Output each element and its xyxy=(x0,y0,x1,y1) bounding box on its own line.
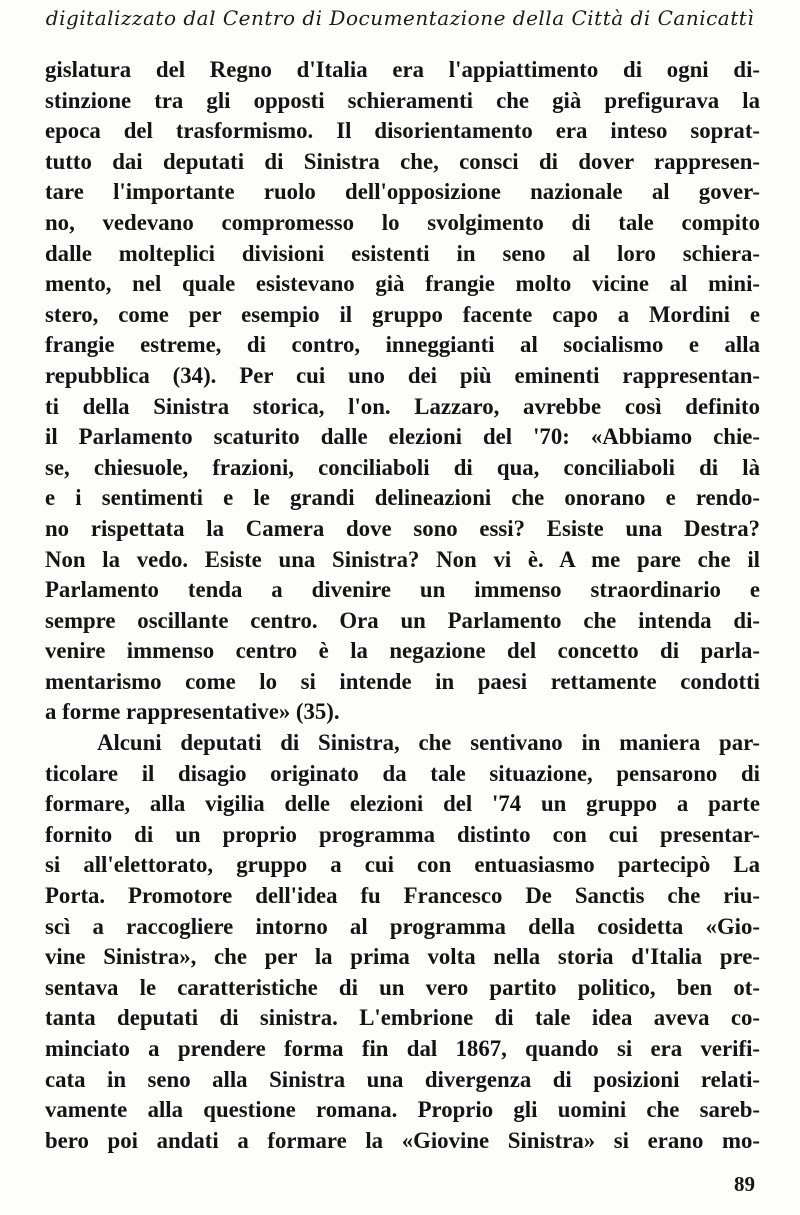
text-line: bero poi andati a formare la «Giovine Sinistra» si erano mo- xyxy=(45,1127,760,1153)
text-line: scì a raccogliere intorno al programma della cosidetta «Gio- xyxy=(45,913,760,939)
text-line: Non la vedo. Esiste una Sinistra? Non vi è. A me pare che il xyxy=(45,546,760,572)
text-line: a forme rappresentative» (35). xyxy=(45,699,340,725)
text-line: fornito di un proprio programma distinto con cui presentar- xyxy=(45,821,760,847)
body-text xyxy=(45,55,760,1156)
text-line: mentarismo come lo si intende in paesi rettamente condotti xyxy=(45,668,760,694)
text-line: Parlamento tenda a divenire un immenso straordinario e xyxy=(45,577,760,603)
text-line: sentava le caratteristiche di un vero partito politico, ben ot- xyxy=(45,974,760,1000)
paragraph xyxy=(45,728,760,1156)
text-line: repubblica (34). Per cui uno dei più eminenti rappresentan- xyxy=(45,362,760,388)
text-line: se, chiesuole, frazioni, conciliaboli di qua, conciliaboli di là xyxy=(45,454,760,480)
text-line: tare l'importante ruolo dell'opposizione nazionale al gover- xyxy=(45,179,760,205)
text-line: Porta. Promotore dell'idea fu Francesco De Sanctis che riu- xyxy=(45,883,760,909)
text-line: tanta deputati di sinistra. L'embrione di tale idea aveva co- xyxy=(45,1005,760,1031)
text-line: no, vedevano compromesso lo svolgimento di tale compito xyxy=(45,209,760,235)
text-line: formare, alla vigilia delle elezioni del '74 un gruppo a parte xyxy=(45,791,760,817)
text-line: e i sentimenti e le grandi delineazioni che onorano e rendo- xyxy=(45,485,760,511)
text-line: gislatura del Regno d'Italia era l'appiattimento di ogni di- xyxy=(45,57,760,82)
text-line: epoca del trasformismo. Il disorientamento era inteso soprat- xyxy=(45,118,760,144)
text-line: stero, come per esempio il gruppo facente capo a Mordini e xyxy=(45,301,760,327)
text-line: ticolare il disagio originato da tale situazione, pensarono di xyxy=(45,760,760,786)
text-line: il Parlamento scaturito dalle elezioni del '70: «Abbiamo chie- xyxy=(45,424,760,450)
text-line: minciato a prendere forma fin dal 1867, quando si era verifi- xyxy=(45,1036,760,1061)
text-line: cata in seno alla Sinistra una divergenza di posizioni relati- xyxy=(45,1066,760,1092)
text-line: sempre oscillante centro. Ora un Parlamento che intenda di- xyxy=(45,607,760,633)
paragraph xyxy=(45,55,760,728)
text-line: stinzione tra gli opposti schieramenti che già prefigurava la xyxy=(45,87,760,113)
text-line: venire immenso centro è la negazione del concetto di parla- xyxy=(45,638,760,664)
text-line: dalle molteplici divisioni esistenti in seno al loro schiera- xyxy=(45,240,760,266)
text-line: no rispettata la Camera dove sono essi? Esiste una Destra? xyxy=(45,515,760,541)
text-line: Alcuni deputati di Sinistra, che sentivano in maniera par- xyxy=(97,730,760,756)
text-line: vine Sinistra», che per la prima volta nella storia d'Italia pre- xyxy=(45,944,760,970)
text-line: si all'elettorato, gruppo a cui con entuasiasmo partecipò La xyxy=(45,852,760,878)
text-line: tutto dai deputati di Sinistra che, consci di dover rappresen- xyxy=(45,148,760,174)
text-line: frangie estreme, di contro, inneggianti al socialismo e alla xyxy=(45,332,760,358)
text-line: mento, nel quale esistevano già frangie molto vicine al mini- xyxy=(45,271,760,297)
page-number: 89 xyxy=(734,1172,755,1196)
text-line: ti della Sinistra storica, l'on. Lazzaro, avrebbe così definito xyxy=(45,393,760,419)
text-line: vamente alla questione romana. Proprio gli uomini che sareb- xyxy=(45,1097,760,1123)
digitization-watermark: digitalizzato dal Centro di Documentazione della Città di Canicattì xyxy=(45,6,755,30)
